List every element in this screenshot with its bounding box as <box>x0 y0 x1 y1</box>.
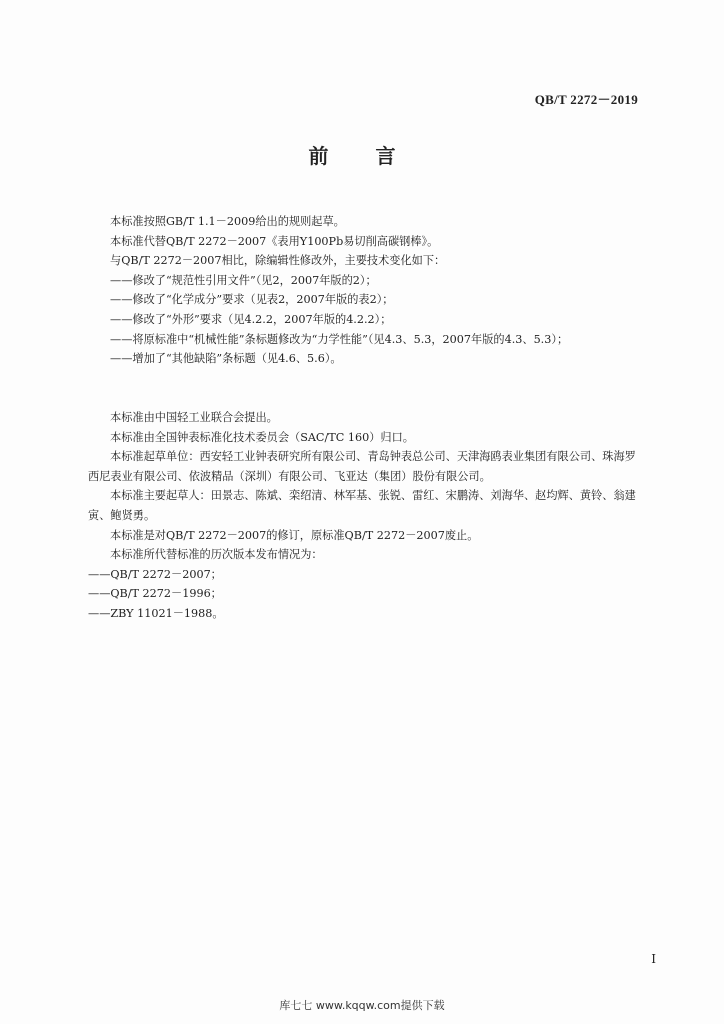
paragraph-revision: 本标准是对QB/T 2272－2007的修订，原标准QB/T 2272－2007废止。 <box>110 528 479 542</box>
change-item: ——增加了“其他缺陷”条标题（见4.6、5.6）。 <box>110 352 342 366</box>
change-item: ——修改了“化学成分”要求（见表2，2007年版的表2）； <box>110 293 394 307</box>
change-item: ——修改了“规范性引用文件”（见2，2007年版的2）； <box>110 273 377 287</box>
paragraph-drafting-rules: 本标准按照GB/T 1.1－2009给出的规则起草。 <box>110 215 345 228</box>
paragraph-replaces: 本标准代替QB/T 2272－2007《表用Y100Pb易切削高碳钢棒》。 <box>110 234 439 248</box>
spacer <box>88 388 638 408</box>
history-item: ——QB/T 2272－1996； <box>88 587 222 601</box>
paragraph-centralized-by: 本标准由全国钟表标准化技术委员会（SAC/TC 160）归口。 <box>110 430 414 444</box>
paragraph-changes-intro: 与QB/T 2272－2007相比，除编辑性修改外，主要技术变化如下： <box>110 254 446 268</box>
standard-number: QB/T 2272－2019 <box>534 92 638 107</box>
spacer <box>88 369 638 389</box>
paragraph-proposed-by: 本标准由中国轻工业联合会提出。 <box>110 410 278 424</box>
paragraph-drafters: 本标准主要起草人：田景志、陈斌、栾绍清、林军基、张锐、雷红、宋鹏涛、刘海华、赵均辉、黄铃、翁建寅、鲍贤勇。 <box>88 489 636 522</box>
page-number: I <box>651 952 656 966</box>
history-item: ——ZBY 11021－1988。 <box>88 606 224 620</box>
foreword-body <box>88 212 638 623</box>
history-item: ——QB/T 2272－2007； <box>88 567 222 581</box>
change-item: ——修改了“外形”要求（见4.2.2，2007年版的4.2.2）； <box>110 312 392 326</box>
change-item: ——将原标准中“机械性能”条标题修改为“力学性能”（见4.3、5.3，2007年版的4.3、5.3）； <box>110 332 569 346</box>
paragraph-history-intro: 本标准所代替标准的历次版本发布情况为： <box>110 548 323 562</box>
paragraph-drafting-units: 本标准起草单位：西安轻工业钟表研究所有限公司、青岛钟表总公司、天津海鸥表业集团有限公司、珠海罗西尼表业有限公司、依波精品（深圳）有限公司、飞亚达（集团）股份有限公司。 <box>88 450 636 483</box>
download-footer: 库七七 www.kqqw.com提供下载 <box>279 999 445 1012</box>
page-title: 前 言 <box>308 144 416 168</box>
